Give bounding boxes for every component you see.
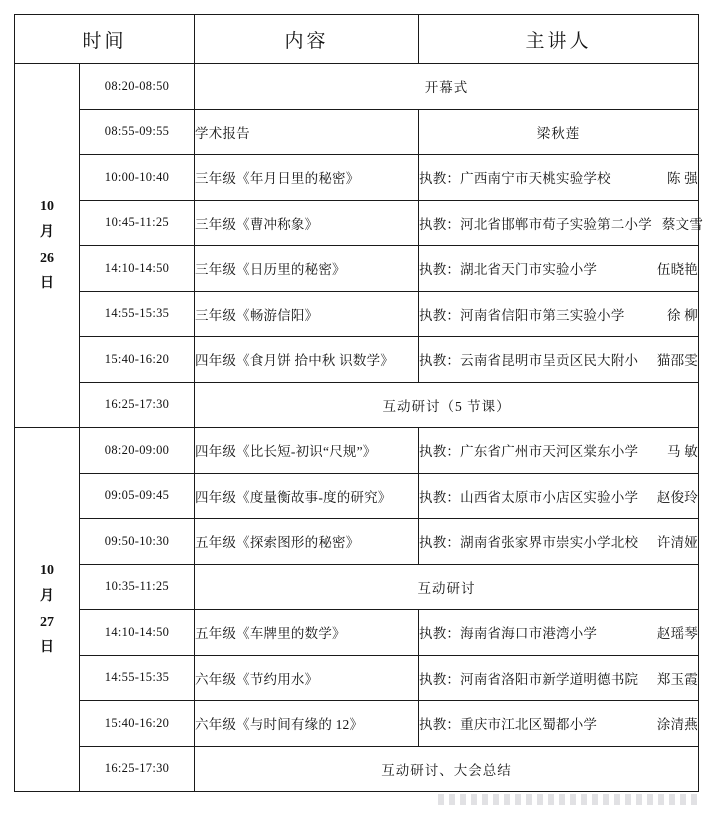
speaker-organization: 执教：湖南省张家界市崇实小学北校 <box>419 535 639 551</box>
merged-session-cell: 开幕式 <box>195 64 699 110</box>
merged-session-cell: 互动研讨 <box>195 564 699 610</box>
table-row <box>15 200 699 246</box>
merged-session-cell: 互动研讨、大会总结 <box>195 746 699 792</box>
time-cell: 14:10-14:50 <box>80 246 195 292</box>
content-cell: 五年级《车牌里的数学》 <box>195 610 419 656</box>
content-cell: 五年级《探索图形的秘密》 <box>195 519 419 565</box>
speaker-inner <box>419 349 698 369</box>
header-row <box>15 15 699 64</box>
date-char: 日 <box>40 640 54 656</box>
table-row <box>15 109 699 155</box>
time-cell: 09:05-09:45 <box>80 473 195 519</box>
content-cell: 三年级《曹冲称象》 <box>195 200 419 246</box>
content-cell: 四年级《食月饼 拾中秋 识数学》 <box>195 337 419 383</box>
speaker-inner <box>419 531 698 551</box>
time-cell: 09:50-10:30 <box>80 519 195 565</box>
time-cell: 08:20-08:50 <box>80 64 195 110</box>
column-header-speaker: 主讲人 <box>419 15 699 64</box>
table-header <box>15 15 699 64</box>
content-cell: 三年级《日历里的秘密》 <box>195 246 419 292</box>
content-cell: 六年级《节约用水》 <box>195 655 419 701</box>
content-cell: 四年级《比长短-初识“尺规”》 <box>195 428 419 474</box>
table-row <box>15 473 699 519</box>
date-stack <box>15 194 79 298</box>
table-row <box>15 519 699 565</box>
speaker-name: 猫邵雯 <box>656 353 699 369</box>
speaker-cell <box>419 428 699 474</box>
column-header-time: 时间 <box>15 15 195 64</box>
speaker-name: 伍晓艳 <box>656 262 699 278</box>
time-cell: 14:10-14:50 <box>80 610 195 656</box>
speaker-name: 涂清燕 <box>656 717 699 733</box>
speaker-name: 蔡文雪 <box>661 216 704 232</box>
date-stack <box>15 558 79 662</box>
table-row <box>15 655 699 701</box>
speaker-name: 马 敏 <box>667 444 699 460</box>
table-row <box>15 64 699 110</box>
table-row <box>15 428 699 474</box>
time-cell: 16:25-17:30 <box>80 746 195 792</box>
table-body <box>15 64 704 792</box>
time-cell: 10:00-10:40 <box>80 155 195 201</box>
speaker-cell <box>419 246 699 292</box>
time-cell: 14:55-15:35 <box>80 655 195 701</box>
speaker-organization: 执教：河南省洛阳市新学道明德书院 <box>419 671 639 687</box>
speaker-cell <box>419 200 704 246</box>
merged-session-cell: 互动研讨（5 节课） <box>195 382 699 428</box>
time-cell: 08:20-09:00 <box>80 428 195 474</box>
table-row <box>15 246 699 292</box>
speaker-inner <box>419 304 698 324</box>
time-cell: 08:55-09:55 <box>80 109 195 155</box>
speaker-cell <box>419 155 699 201</box>
speaker-inner <box>419 622 698 642</box>
speaker-name: 郑玉霞 <box>656 671 699 687</box>
speaker-name: 徐 柳 <box>667 307 699 323</box>
time-cell: 15:40-16:20 <box>80 701 195 747</box>
speaker-inner <box>419 668 698 688</box>
date-char: 27 <box>40 614 54 630</box>
speaker-inner <box>419 440 698 460</box>
date-char: 26 <box>40 250 54 266</box>
table-row <box>15 337 699 383</box>
speaker-organization: 执教：广西南宁市天桃实验学校 <box>419 171 611 187</box>
table-row <box>15 610 699 656</box>
speaker-inner <box>419 486 698 506</box>
speaker-name: 赵瑶琴 <box>656 626 699 642</box>
table-row <box>15 746 699 792</box>
content-cell: 三年级《年月日里的秘密》 <box>195 155 419 201</box>
speaker-organization: 执教：广东省广州市天河区棠东小学 <box>419 444 639 460</box>
speaker-organization: 执教：重庆市江北区蜀都小学 <box>419 717 598 733</box>
speaker-name: 赵俊玲 <box>656 489 699 505</box>
content-cell: 学术报告 <box>195 109 419 155</box>
time-cell: 10:45-11:25 <box>80 200 195 246</box>
date-char: 10 <box>40 562 54 578</box>
time-cell: 14:55-15:35 <box>80 291 195 337</box>
column-header-content: 内容 <box>195 15 419 64</box>
speaker-name: 陈 强 <box>667 171 699 187</box>
date-char: 月 <box>40 588 54 604</box>
speaker-organization: 执教：山西省太原市小店区实验小学 <box>419 489 639 505</box>
speaker-inner <box>419 213 704 233</box>
content-cell: 六年级《与时间有缘的 12》 <box>195 701 419 747</box>
speaker-cell <box>419 610 699 656</box>
speaker-inner <box>419 167 698 187</box>
table-row <box>15 564 699 610</box>
speaker-inner <box>419 713 698 733</box>
speaker-cell <box>419 519 699 565</box>
time-cell: 15:40-16:20 <box>80 337 195 383</box>
speaker-name: 许清娅 <box>656 535 699 551</box>
date-char: 日 <box>40 276 54 292</box>
date-char: 月 <box>40 224 54 240</box>
time-cell: 10:35-11:25 <box>80 564 195 610</box>
speaker-organization: 执教：湖北省天门市实验小学 <box>419 262 598 278</box>
content-cell: 三年级《畅游信阳》 <box>195 291 419 337</box>
conference-schedule-table <box>14 14 704 792</box>
time-cell: 16:25-17:30 <box>80 382 195 428</box>
speaker-organization: 执教：河北省邯郸市荀子实验第二小学 <box>419 216 652 232</box>
speaker-cell <box>419 337 699 383</box>
table-row <box>15 701 699 747</box>
speaker-cell <box>419 655 699 701</box>
speaker-organization: 执教：河南省信阳市第三实验小学 <box>419 307 625 323</box>
speaker-organization: 执教：海南省海口市港湾小学 <box>419 626 598 642</box>
date-cell-day-2 <box>15 428 80 792</box>
speaker-cell <box>419 701 699 747</box>
speaker-organization: 执教：云南省昆明市呈贡区民大附小 <box>419 353 639 369</box>
speaker-cell <box>419 291 699 337</box>
date-cell-day-1 <box>15 64 80 428</box>
table-row <box>15 155 699 201</box>
table-row <box>15 382 699 428</box>
schedule-table-container <box>14 14 704 806</box>
speaker-cell <box>419 473 699 519</box>
date-char: 10 <box>40 198 54 214</box>
content-cell: 四年级《度量衡故事-度的研究》 <box>195 473 419 519</box>
speaker-cell: 梁秋莲 <box>419 109 699 155</box>
table-row <box>15 291 699 337</box>
speaker-inner <box>419 258 698 278</box>
